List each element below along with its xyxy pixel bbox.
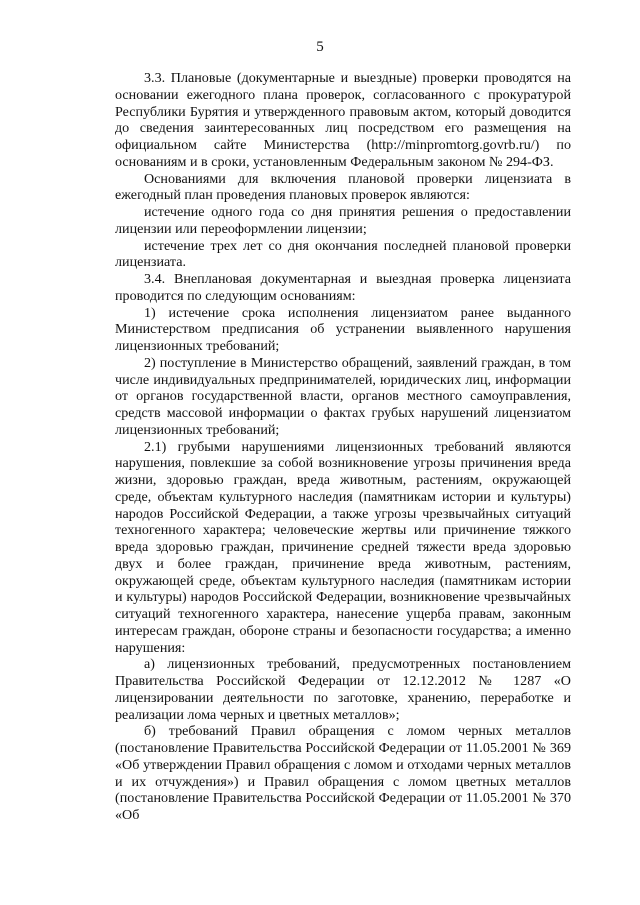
paragraph-3-3-planned-inspections: 3.3. Плановые (документарные и выездные) проверки проводятся на основании ежегодного плана проверок, согласованного с прокуратурой Республики Бурятия и утвержденного правовым актом, который доводится до сведения заинтересованных лиц посредством его размещения на официальном сайте Министерства (http://minpromtorg.govrb.ru/) по основаниям и в сроки, установленным Федеральным законом № 294-ФЗ. <box>115 70 571 170</box>
paragraph-item-a-license-requirements: а) лицензионных требований, предусмотренных постановлением Правительства Российской Федерации от 12.12.2012 № 1287 «О лицензировании деятельности по заготовке, хранению, переработке и реализации лома черных и цветных металлов»; <box>115 656 571 723</box>
document-body <box>115 70 571 824</box>
paragraph-item-2-complaints: 2) поступление в Министерство обращений, заявлений граждан, в том числе индивидуальных предпринимателей, юридических лиц, информации от органов государственной власти, органов местного самоуправления, средств массовой информации о фактах грубых нарушений лицензиатом лицензионных требований; <box>115 354 571 438</box>
paragraph-item-1-order-expiry: 1) истечение срока исполнения лицензиатом ранее выданного Министерством предписания об устранении выявленного нарушения лицензионных требований; <box>115 304 571 354</box>
paragraph-one-year-expiry: истечение одного года со дня принятия решения о предоставлении лицензии или переоформлении лицензии; <box>115 204 571 237</box>
paragraph-grounds-for-planned-inspection: Основаниями для включения плановой проверки лицензиата в ежегодный план проведения плановых проверок являются: <box>115 170 571 204</box>
paragraph-three-years-expiry: истечение трех лет со дня окончания последней плановой проверки лицензиата. <box>115 237 571 271</box>
paragraph-3-4-unscheduled-inspection: 3.4. Внеплановая документарная и выездная проверка лицензиата проводится по следующим основаниям: <box>115 271 571 304</box>
paragraph-item-2-1-gross-violations: 2.1) грубыми нарушениями лицензионных требований являются нарушения, повлекшие за собой возникновение угрозы причинения вреда жизни, здоровью граждан, вреда животным, растениям, окружающей среде, объектам культурного наследия (памятникам истории и культуры) народов Российской Федерации, а также угрозы чрезвычайных ситуаций техногенного характера; человеческие жертвы или причинение тяжкого вреда здоровью граждан, причинение средней тяжести вреда здоровью двух и более граждан, причинение вреда животным, растениям, окружающей среде, объектам культурного наследия (памятникам истории и культуры) народов Российской Федерации, возникновение чрезвычайных ситуаций техногенного характера, нанесение ущерба правам, законным интересам граждан, обороне страны и безопасности государства; а именно нарушения: <box>115 438 571 656</box>
page-number: 5 <box>316 39 324 55</box>
paragraph-item-b-scrap-rules: б) требований Правил обращения с ломом черных металлов (постановление Правительства Российской Федерации от 11.05.2001 № 369 «Об утверждении Правил обращения с ломом и отходами черных металлов и их отчуждения») и Правил обращения с ломом цветных металлов (постановление Правительства Российской Федерации от 11.05.2001 № 370 «Об <box>115 723 571 823</box>
